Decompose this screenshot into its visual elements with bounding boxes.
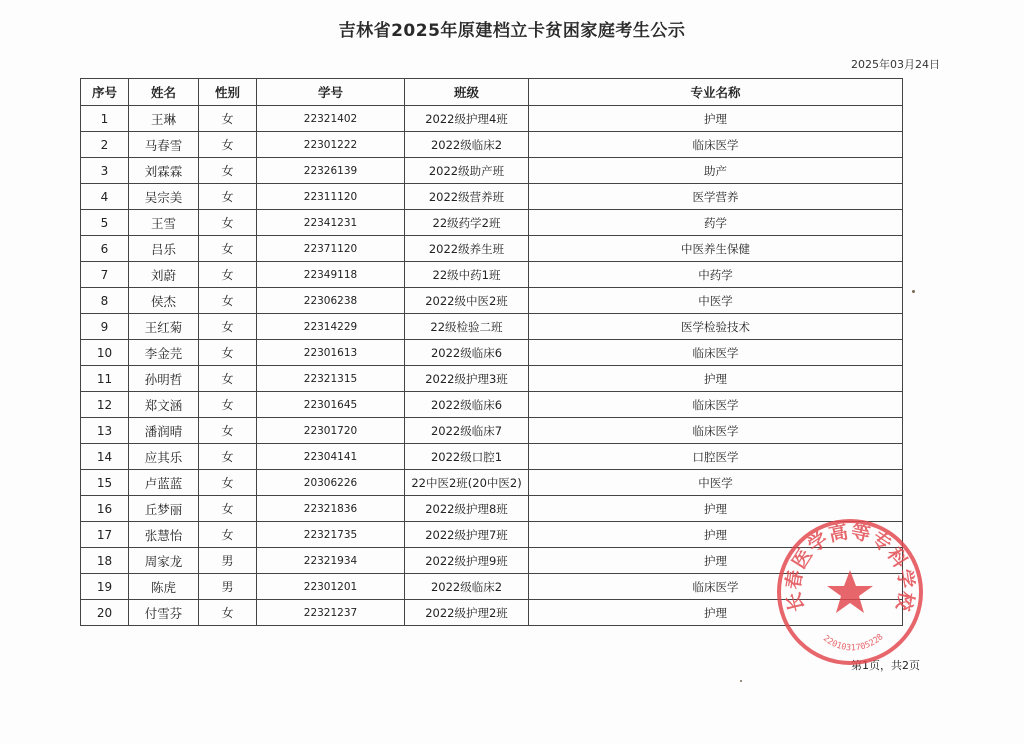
cell-student-id: 22301613 [257, 340, 405, 366]
cell-gender: 女 [199, 522, 257, 548]
table-row [81, 366, 903, 392]
cell-class: 2022级临床7 [405, 418, 529, 444]
cell-major: 中医养生保健 [529, 236, 903, 262]
cell-major: 护理 [529, 496, 903, 522]
table-row [81, 392, 903, 418]
cell-student-id: 22301201 [257, 574, 405, 600]
cell-major: 药学 [529, 210, 903, 236]
cell-class: 2022级护理4班 [405, 106, 529, 132]
cell-no: 11 [81, 366, 129, 392]
cell-student-id: 22301720 [257, 418, 405, 444]
cell-gender: 女 [199, 444, 257, 470]
cell-student-id: 22321315 [257, 366, 405, 392]
cell-major: 护理 [529, 366, 903, 392]
cell-major: 口腔医学 [529, 444, 903, 470]
cell-no: 15 [81, 470, 129, 496]
cell-name: 吕乐 [129, 236, 199, 262]
cell-major: 护理 [529, 600, 903, 626]
header-major: 专业名称 [529, 79, 903, 106]
cell-no: 9 [81, 314, 129, 340]
table-row [81, 418, 903, 444]
cell-class: 2022级临床6 [405, 340, 529, 366]
cell-class: 22中医2班(20中医2) [405, 470, 529, 496]
cell-student-id: 22321836 [257, 496, 405, 522]
cell-student-id: 22321735 [257, 522, 405, 548]
cell-major: 助产 [529, 158, 903, 184]
cell-class: 2022级养生班 [405, 236, 529, 262]
cell-no: 10 [81, 340, 129, 366]
cell-name: 侯杰 [129, 288, 199, 314]
cell-major: 护理 [529, 522, 903, 548]
cell-no: 16 [81, 496, 129, 522]
cell-class: 2022级护理8班 [405, 496, 529, 522]
cell-no: 5 [81, 210, 129, 236]
cell-no: 17 [81, 522, 129, 548]
cell-name: 卢蓝蓝 [129, 470, 199, 496]
cell-major: 中医学 [529, 470, 903, 496]
cell-gender: 男 [199, 548, 257, 574]
cell-class: 2022级临床2 [405, 574, 529, 600]
cell-student-id: 22321934 [257, 548, 405, 574]
cell-name: 王琳 [129, 106, 199, 132]
cell-no: 13 [81, 418, 129, 444]
cell-student-id: 22301645 [257, 392, 405, 418]
header-class: 班级 [405, 79, 529, 106]
seal-code: 2201031705228 [820, 632, 886, 654]
cell-gender: 女 [199, 470, 257, 496]
cell-class: 2022级中医2班 [405, 288, 529, 314]
cell-gender: 女 [199, 132, 257, 158]
cell-name: 刘蔚 [129, 262, 199, 288]
cell-major: 护理 [529, 548, 903, 574]
cell-gender: 男 [199, 574, 257, 600]
cell-gender: 女 [199, 340, 257, 366]
page-title: 吉林省2025年原建档立卡贫困家庭考生公示 [338, 21, 686, 41]
header-gender: 性别 [199, 79, 257, 106]
table-row [81, 262, 903, 288]
cell-class: 2022级临床6 [405, 392, 529, 418]
cell-name: 马春雪 [129, 132, 199, 158]
cell-gender: 女 [199, 158, 257, 184]
cell-student-id: 22321402 [257, 106, 405, 132]
scan-speck [912, 290, 915, 293]
cell-no: 14 [81, 444, 129, 470]
cell-class: 22级检验二班 [405, 314, 529, 340]
cell-name: 王雪 [129, 210, 199, 236]
cell-class: 2022级护理3班 [405, 366, 529, 392]
cell-name: 付雪芬 [129, 600, 199, 626]
cell-no: 19 [81, 574, 129, 600]
cell-student-id: 22304141 [257, 444, 405, 470]
cell-no: 12 [81, 392, 129, 418]
cell-name: 王红菊 [129, 314, 199, 340]
cell-gender: 女 [199, 184, 257, 210]
cell-student-id: 20306226 [257, 470, 405, 496]
cell-class: 2022级口腔1 [405, 444, 529, 470]
cell-student-id: 22311120 [257, 184, 405, 210]
cell-name: 吴宗美 [129, 184, 199, 210]
table-row [81, 314, 903, 340]
cell-student-id: 22349118 [257, 262, 405, 288]
cell-class: 2022级助产班 [405, 158, 529, 184]
cell-gender: 女 [199, 262, 257, 288]
cell-name: 周家龙 [129, 548, 199, 574]
cell-gender: 女 [199, 314, 257, 340]
cell-name: 张慧怡 [129, 522, 199, 548]
cell-major: 临床医学 [529, 340, 903, 366]
table-row [81, 288, 903, 314]
cell-student-id: 22314229 [257, 314, 405, 340]
cell-student-id: 22341231 [257, 210, 405, 236]
cell-major: 医学营养 [529, 184, 903, 210]
cell-name: 丘梦丽 [129, 496, 199, 522]
scan-speck [740, 680, 742, 682]
cell-major: 临床医学 [529, 132, 903, 158]
cell-no: 6 [81, 236, 129, 262]
cell-gender: 女 [199, 366, 257, 392]
cell-student-id: 22306238 [257, 288, 405, 314]
cell-no: 18 [81, 548, 129, 574]
cell-class: 2022级护理2班 [405, 600, 529, 626]
table-row [81, 470, 903, 496]
cell-no: 2 [81, 132, 129, 158]
table-row [81, 106, 903, 132]
cell-no: 8 [81, 288, 129, 314]
seal-school-name: 长春医学高等专科学校 [782, 520, 918, 614]
cell-major: 医学检验技术 [529, 314, 903, 340]
cell-gender: 女 [199, 288, 257, 314]
cell-name: 李金芫 [129, 340, 199, 366]
cell-student-id: 22321237 [257, 600, 405, 626]
table-row [81, 340, 903, 366]
cell-gender: 女 [199, 392, 257, 418]
cell-student-id: 22301222 [257, 132, 405, 158]
header-name: 姓名 [129, 79, 199, 106]
table-row [81, 236, 903, 262]
cell-student-id: 22371120 [257, 236, 405, 262]
official-seal-stamp [774, 516, 926, 668]
cell-class: 2022级临床2 [405, 132, 529, 158]
cell-class: 22级药学2班 [405, 210, 529, 236]
table-row [81, 132, 903, 158]
cell-class: 22级中药1班 [405, 262, 529, 288]
cell-major: 中药学 [529, 262, 903, 288]
cell-name: 潘润晴 [129, 418, 199, 444]
cell-no: 4 [81, 184, 129, 210]
seal-star-icon [827, 570, 873, 613]
cell-major: 临床医学 [529, 574, 903, 600]
cell-class: 2022级护理7班 [405, 522, 529, 548]
table-row [81, 158, 903, 184]
cell-class: 2022级营养班 [405, 184, 529, 210]
publication-date: 2025年03月24日 [851, 58, 940, 71]
cell-major: 中医学 [529, 288, 903, 314]
table-row [81, 184, 903, 210]
table-row [81, 210, 903, 236]
cell-student-id: 22326139 [257, 158, 405, 184]
cell-name: 陈虎 [129, 574, 199, 600]
cell-major: 临床医学 [529, 392, 903, 418]
cell-major: 临床医学 [529, 418, 903, 444]
cell-name: 刘霖霖 [129, 158, 199, 184]
cell-gender: 女 [199, 236, 257, 262]
cell-class: 2022级护理9班 [405, 548, 529, 574]
table-header-row [81, 79, 903, 106]
header-student-id: 学号 [257, 79, 405, 106]
cell-no: 7 [81, 262, 129, 288]
header-no: 序号 [81, 79, 129, 106]
cell-no: 3 [81, 158, 129, 184]
cell-name: 应其乐 [129, 444, 199, 470]
cell-name: 郑文涵 [129, 392, 199, 418]
cell-gender: 女 [199, 600, 257, 626]
cell-gender: 女 [199, 210, 257, 236]
cell-no: 20 [81, 600, 129, 626]
cell-gender: 女 [199, 106, 257, 132]
cell-no: 1 [81, 106, 129, 132]
cell-gender: 女 [199, 418, 257, 444]
cell-name: 孙明哲 [129, 366, 199, 392]
cell-gender: 女 [199, 496, 257, 522]
table-row [81, 444, 903, 470]
page-footer: 第1页，共2页 [851, 659, 920, 672]
cell-major: 护理 [529, 106, 903, 132]
